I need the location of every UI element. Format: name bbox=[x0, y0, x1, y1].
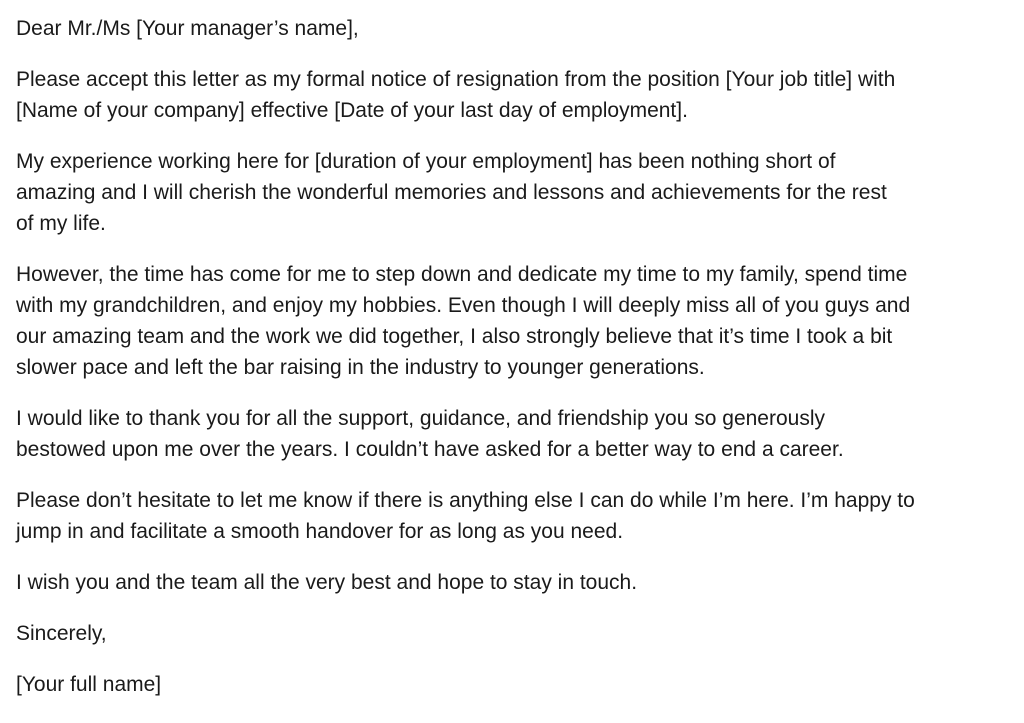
salutation: Dear Mr./Ms [Your manager’s name], bbox=[16, 17, 359, 40]
closing: Sincerely, bbox=[16, 622, 107, 645]
paragraph-wishes: I wish you and the team all the very best and hope to stay in touch. bbox=[16, 571, 638, 594]
paragraph-reason: However, the time has come for me to step down and dedicate my time to my family, spend time with my grandchildren, and enjoy my hobbies. Even though I will deeply miss all of you guys and our amazing team and the work we did together, I also strongly believe that it’s time I took a bit slower pace and left the bar raising in the industry to younger generations. bbox=[16, 263, 911, 379]
paragraph-handover: Please don’t hesitate to let me know if there is anything else I can do while I’m here. I’m happy to jump in and facilitate a smooth handover for as long as you need. bbox=[16, 489, 915, 543]
paragraph-experience: My experience working here for [duration of your employment] has been nothing short of amazing and I will cherish the wonderful memories and lessons and achievements for the rest of my life. bbox=[16, 150, 887, 235]
signature: [Your full name] bbox=[16, 673, 162, 696]
paragraph-resignation-notice: Please accept this letter as my formal notice of resignation from the position [Your job title] with [Name of your company] effective [Date of your last day of employment]. bbox=[16, 68, 896, 122]
resignation-letter bbox=[16, 13, 1006, 700]
paragraph-thanks: I would like to thank you for all the support, guidance, and friendship you so generously bestowed upon me over the years. I couldn’t have asked for a better way to end a career. bbox=[16, 407, 844, 461]
